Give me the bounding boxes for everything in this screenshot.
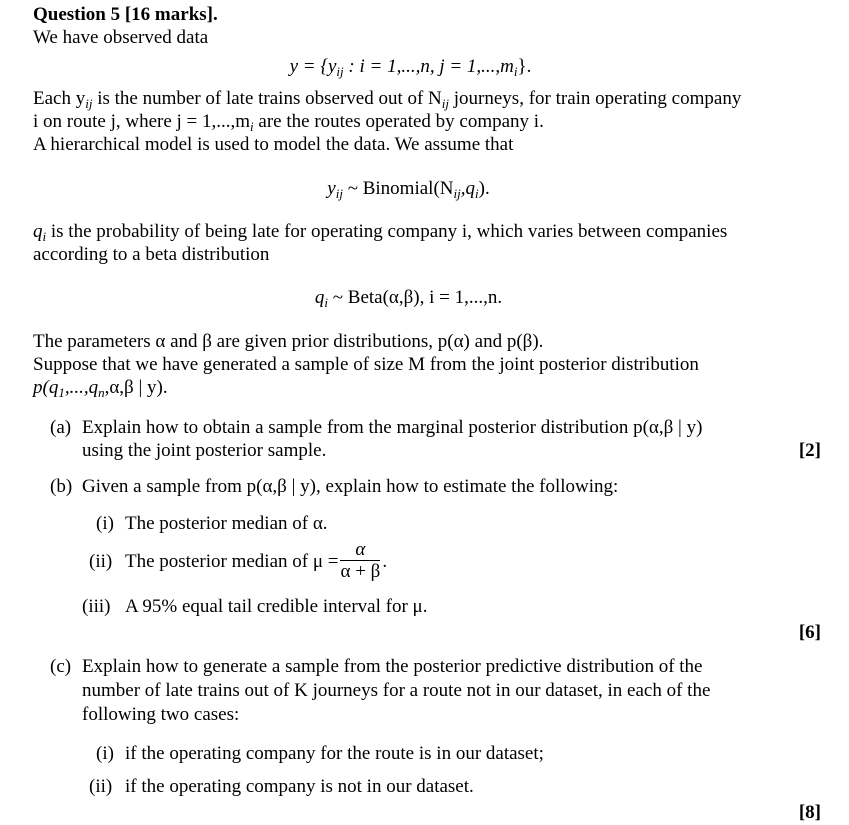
part-c-i-label: (i) <box>96 743 114 764</box>
part-b-ii-label: (ii) <box>89 551 113 572</box>
question-heading <box>33 4 218 26</box>
part-c-line1: Explain how to generate a sample from the posterior predictive distribution of the <box>82 656 703 677</box>
part-b-i-text: The posterior median of α. <box>125 513 328 534</box>
part-a-marks: [2] <box>798 440 821 461</box>
para1-line3: A hierarchical model is used to model the data. We assume that <box>33 134 514 155</box>
part-c-label: (c) <box>50 656 72 677</box>
para3-line1: The parameters α and β are given prior distributions, p(α) and p(β). <box>33 331 544 352</box>
para2-line2: according to a beta distribution <box>33 244 270 265</box>
part-c-line2: number of late trains out of K journeys for a route not in our dataset, in each of the <box>82 680 711 701</box>
part-b-iii-label: (iii) <box>82 596 111 617</box>
part-b-i-label: (i) <box>96 513 114 534</box>
part-b-iii-text: A 95% equal tail credible interval for μ. <box>125 596 428 617</box>
mu-fraction: $\frac{\alpha}{\alpha + \beta}$ <box>340 539 381 582</box>
part-b-label: (b) <box>50 476 73 497</box>
part-a-label: (a) <box>50 417 72 438</box>
binomial-equation: $y_{ij}$ ~ $Binomial(N_{ij},q_i)$. <box>327 178 490 201</box>
question-number: Question 5 <box>33 4 121 25</box>
beta-equation: $q_i$ ~ Beta(α,β), i = 1,...,n. <box>314 287 503 310</box>
part-c-marks: [8] <box>798 802 821 823</box>
para1-line1: Each $y_{ij}$ is the number of late trains observed out of $N_{ij}$ journeys, for train operating company <box>33 88 742 111</box>
part-c-ii-label: (ii) <box>89 776 113 797</box>
para3-line2: Suppose that we have generated a sample of size M from the joint posterior distribution <box>33 354 699 375</box>
part-c-i-text: if the operating company for the route is in our dataset; <box>125 743 544 764</box>
question-marks: [16 marks]. <box>124 4 218 25</box>
part-b-marks: [6] <box>798 622 821 643</box>
para2-line1: $q_i$ is the probability of being late for operating company i, which varies between companies <box>33 221 728 244</box>
part-a-line2: using the joint posterior sample. <box>82 440 327 461</box>
para1-line2: i on route j, where $j = 1,...,m_i$ are the routes operated by company i. <box>33 111 544 134</box>
para3-line3: $p(q_1,...,q_n,\alpha,\beta$ | y). <box>33 377 168 400</box>
part-b-ii-text: The posterior median of μ = $\frac{\alpha}{\alpha + \beta}$ . <box>125 539 388 582</box>
part-c-line3: following two cases: <box>82 704 240 725</box>
part-c-ii-text: if the operating company is not in our dataset. <box>125 776 474 797</box>
part-a-line1: Explain how to obtain a sample from the marginal posterior distribution p(α,β | y) <box>82 417 703 438</box>
part-b-line1: Given a sample from p(α,β | y), explain how to estimate the following: <box>82 476 619 497</box>
intro-text: We have observed data <box>33 27 209 48</box>
data-equation: $y = \{y_{ij}$ : i = 1,...,n, $j = 1,...,m_i$}. <box>289 56 532 79</box>
